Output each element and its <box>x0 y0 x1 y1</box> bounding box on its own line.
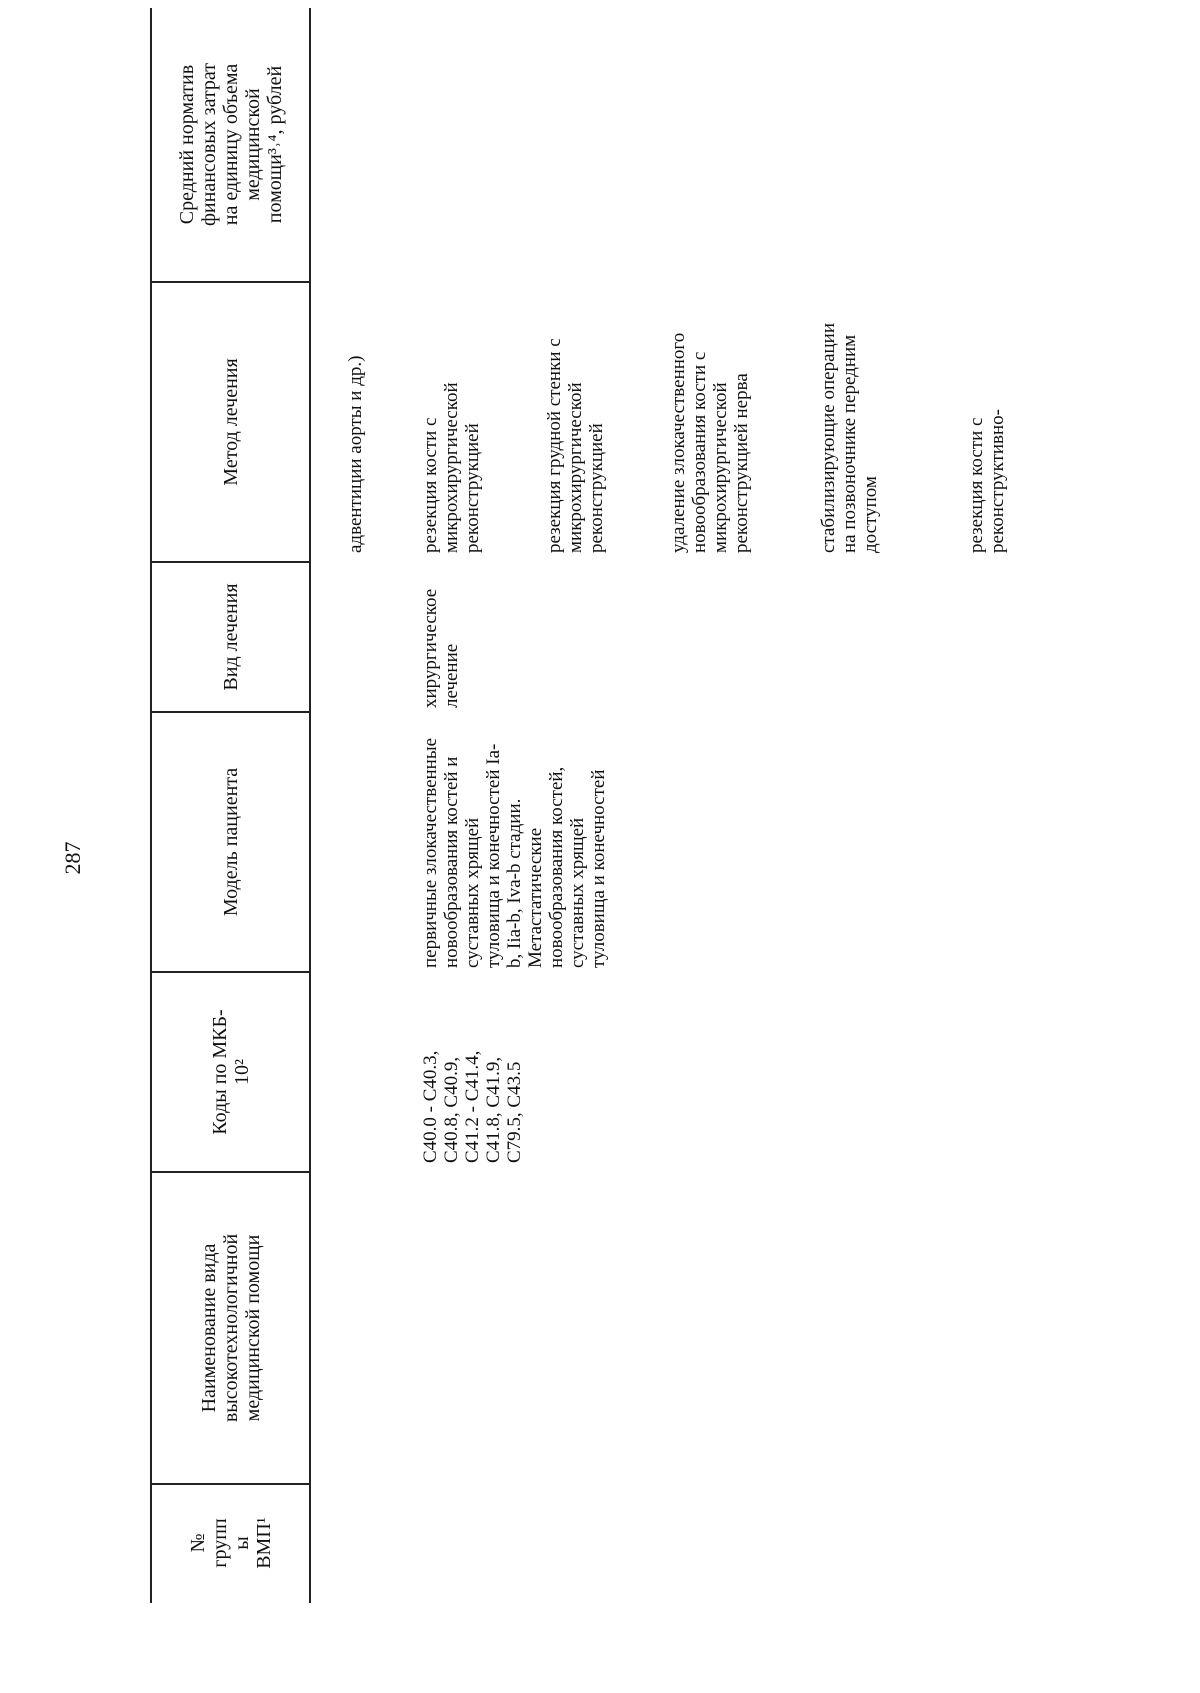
header-icd-codes: Коды по МКБ- 10² <box>208 1009 253 1135</box>
method-item: резекция грудной стенки с микрохирургической реконструкцией <box>544 338 607 553</box>
method-item: резекция кости с микрохирургической реконструкцией <box>420 382 483 553</box>
method-item: стабилизирующие операции на позвоночнике передним доступом <box>818 322 881 553</box>
page-number: 287 <box>60 841 85 875</box>
continued-method-text: адвентиции аорты и др.) <box>345 355 366 553</box>
header-treatment-type: Вид лечения <box>219 583 242 691</box>
patient-model-cell: первичные злокачественные новообразования костей и суставных хрящей туловища и конечностей Ia- b, Iia-b, Iva-b стадии. Метастатические новообразования костей, суставных хрящей туловища и конечностей <box>420 737 609 968</box>
method-item: резекция кости с реконструктивно- <box>966 408 1008 553</box>
header-cost-standard: Средний норматив финансовых затрат на единицу объема медицинской помощи³˒⁴, рублей <box>175 62 286 227</box>
icd-codes-cell: C40.0 - C40.3, C40.8, C40.9, C41.2 - C41.4, C41.8, C41.9, C79.5, C43.5 <box>420 1050 525 1163</box>
header-care-type-name: Наименование вида высокотехнологичной медицинской помощи <box>197 1233 264 1423</box>
table-header-bottom-rule <box>309 8 311 1603</box>
treatment-type-cell: хирургическое лечение <box>420 588 462 708</box>
header-patient-model: Модель пациента <box>219 767 242 917</box>
method-item: удаление злокачественного новообразования кости с микрохирургической реконструкцией нерва <box>668 332 752 553</box>
header-treatment-method: Метод лечения <box>219 358 242 486</box>
header-group-number: № групп ы ВМП¹ <box>186 1517 275 1569</box>
